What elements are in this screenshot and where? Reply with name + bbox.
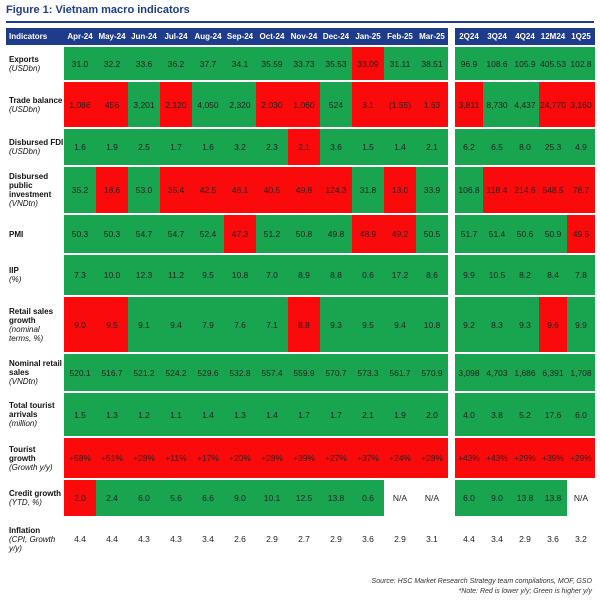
- period-value-cell: 105.9: [511, 47, 539, 80]
- header-separator: [448, 28, 455, 45]
- month-value-cell: 31.8: [352, 167, 384, 213]
- period-value-cell: 4,703: [483, 354, 511, 391]
- period-value-cell: 78.7: [567, 167, 595, 213]
- month-value-cell: 35.59: [256, 47, 288, 80]
- header-row: [6, 28, 595, 45]
- month-value-cell: 12.5: [288, 480, 320, 516]
- month-value-cell: 1.63: [416, 82, 448, 127]
- indicator-row: [6, 255, 595, 295]
- header-period: 4Q24: [511, 28, 539, 45]
- month-value-cell: 1.3: [224, 393, 256, 436]
- month-value-cell: 47.3: [224, 215, 256, 253]
- month-value-cell: 7.3: [64, 255, 96, 295]
- period-value-cell: 50.9: [539, 215, 567, 253]
- column-separator: [448, 129, 455, 165]
- month-value-cell: +28%: [416, 438, 448, 478]
- column-separator: [448, 297, 455, 352]
- header-month: Oct-24: [256, 28, 288, 45]
- indicator-row: [6, 129, 595, 165]
- month-value-cell: 54.7: [160, 215, 192, 253]
- header-period: 3Q24: [483, 28, 511, 45]
- month-value-cell: 49.8: [320, 215, 352, 253]
- header-period: 2Q24: [455, 28, 483, 45]
- header-month: Feb-25: [384, 28, 416, 45]
- month-value-cell: 1.5: [64, 393, 96, 436]
- month-value-cell: 9.5: [96, 297, 128, 352]
- month-value-cell: 4.3: [128, 518, 160, 560]
- indicator-label: [6, 297, 64, 352]
- period-value-cell: 96.9: [455, 47, 483, 80]
- header-month: Jul-24: [160, 28, 192, 45]
- month-value-cell: 37.7: [192, 47, 224, 80]
- month-value-cell: 1.7: [288, 393, 320, 436]
- month-value-cell: 3,201: [128, 82, 160, 127]
- month-value-cell: 456: [96, 82, 128, 127]
- indicator-unit: (CPI, Growth y/y): [9, 534, 56, 553]
- month-value-cell: 46.1: [224, 167, 256, 213]
- month-value-cell: 9.5: [192, 255, 224, 295]
- period-value-cell: 3.6: [539, 518, 567, 560]
- indicator-label: [6, 82, 64, 127]
- month-value-cell: 6.0: [128, 480, 160, 516]
- header-month: Jan-25: [352, 28, 384, 45]
- indicator-unit: (%): [9, 275, 22, 284]
- figure-title: Figure 1: Vietnam macro indicators: [6, 4, 190, 16]
- period-value-cell: 214.6: [511, 167, 539, 213]
- period-value-cell: 9.3: [511, 297, 539, 352]
- month-value-cell: 50.8: [288, 215, 320, 253]
- month-value-cell: 524.2: [160, 354, 192, 391]
- month-value-cell: 9.0: [64, 297, 96, 352]
- indicator-label: [6, 393, 64, 436]
- indicator-name: Nominal retail sales: [9, 359, 62, 377]
- period-value-cell: 4,437: [511, 82, 539, 127]
- period-value-cell: 3.4: [483, 518, 511, 560]
- month-value-cell: 1.6: [192, 129, 224, 165]
- month-value-cell: 1.7: [160, 129, 192, 165]
- month-value-cell: 2.3: [256, 129, 288, 165]
- month-value-cell: 35.53: [320, 47, 352, 80]
- month-value-cell: 4.4: [96, 518, 128, 560]
- month-value-cell: 38.51: [416, 47, 448, 80]
- month-value-cell: 34.1: [224, 47, 256, 80]
- month-value-cell: +11%: [160, 438, 192, 478]
- period-value-cell: 3,160: [567, 82, 595, 127]
- month-value-cell: 2.0: [64, 480, 96, 516]
- indicator-row: [6, 82, 595, 127]
- indicator-label: [6, 480, 64, 516]
- period-value-cell: 8,730: [483, 82, 511, 127]
- period-value-cell: 51.7: [455, 215, 483, 253]
- period-value-cell: 8.2: [511, 255, 539, 295]
- month-value-cell: 2.1: [288, 129, 320, 165]
- indicator-label: [6, 47, 64, 80]
- month-value-cell: 3.6: [320, 129, 352, 165]
- period-value-cell: 5.2: [511, 393, 539, 436]
- period-value-cell: 6.2: [455, 129, 483, 165]
- month-value-cell: 520.1: [64, 354, 96, 391]
- indicator-unit: (nominal terms, %): [9, 324, 44, 343]
- month-value-cell: +51%: [96, 438, 128, 478]
- period-value-cell: +43%: [455, 438, 483, 478]
- month-value-cell: 5.6: [160, 480, 192, 516]
- month-value-cell: 35.2: [64, 167, 96, 213]
- period-value-cell: 9.9: [455, 255, 483, 295]
- month-value-cell: 529.6: [192, 354, 224, 391]
- indicator-unit: (USDbn): [9, 147, 41, 156]
- indicator-label: [6, 255, 64, 295]
- month-value-cell: 13.8: [320, 480, 352, 516]
- month-value-cell: 8.9: [288, 255, 320, 295]
- month-value-cell: 3.6: [352, 518, 384, 560]
- indicator-label: [6, 518, 64, 560]
- month-value-cell: 1.5: [352, 129, 384, 165]
- period-value-cell: 3.8: [483, 393, 511, 436]
- period-value-cell: 9.9: [567, 297, 595, 352]
- month-value-cell: 52.4: [192, 215, 224, 253]
- month-value-cell: 1.6: [64, 129, 96, 165]
- indicator-label: [6, 438, 64, 478]
- period-value-cell: 50.6: [511, 215, 539, 253]
- indicator-row: [6, 215, 595, 253]
- indicator-label: [6, 167, 64, 213]
- period-value-cell: 108.6: [483, 47, 511, 80]
- month-value-cell: +17%: [192, 438, 224, 478]
- month-value-cell: 35.4: [160, 167, 192, 213]
- month-value-cell: 8.8: [320, 255, 352, 295]
- period-value-cell: 3,098: [455, 354, 483, 391]
- period-value-cell: 6.0: [567, 393, 595, 436]
- month-value-cell: 17.2: [384, 255, 416, 295]
- column-separator: [448, 480, 455, 516]
- month-value-cell: 570.9: [416, 354, 448, 391]
- month-value-cell: 1.9: [384, 393, 416, 436]
- indicator-name: Retail sales growth: [9, 306, 54, 325]
- month-value-cell: 3.1: [352, 82, 384, 127]
- period-value-cell: 4.9: [567, 129, 595, 165]
- month-value-cell: 31.11: [384, 47, 416, 80]
- period-value-cell: 6.5: [483, 129, 511, 165]
- indicator-label: [6, 354, 64, 391]
- header-month: Jun-24: [128, 28, 160, 45]
- month-value-cell: 11.2: [160, 255, 192, 295]
- month-value-cell: 1.4: [256, 393, 288, 436]
- month-value-cell: 570.7: [320, 354, 352, 391]
- month-value-cell: 573.3: [352, 354, 384, 391]
- source-note: Source: HSC Market Research Strategy team compilations, MOF, GSO: [371, 578, 592, 585]
- month-value-cell: 0.6: [352, 255, 384, 295]
- month-value-cell: 4.3: [160, 518, 192, 560]
- period-value-cell: 9.0: [483, 480, 511, 516]
- indicator-name: Disbursed public investment: [9, 172, 52, 199]
- month-value-cell: 2,120: [160, 82, 192, 127]
- indicator-name: Disbursed FDI: [9, 138, 64, 147]
- column-separator: [448, 47, 455, 80]
- period-value-cell: 13.8: [539, 480, 567, 516]
- month-value-cell: N/A: [416, 480, 448, 516]
- month-value-cell: 2.0: [416, 393, 448, 436]
- month-value-cell: 557.4: [256, 354, 288, 391]
- month-value-cell: 33.9: [416, 167, 448, 213]
- period-value-cell: 118.4: [483, 167, 511, 213]
- month-value-cell: 3.2: [224, 129, 256, 165]
- month-value-cell: 1,086: [64, 82, 96, 127]
- column-separator: [448, 354, 455, 391]
- month-value-cell: 48.9: [352, 215, 384, 253]
- month-value-cell: 12.3: [128, 255, 160, 295]
- period-value-cell: 8.3: [483, 297, 511, 352]
- month-value-cell: 13.0: [384, 167, 416, 213]
- period-value-cell: 548.5: [539, 167, 567, 213]
- month-value-cell: +39%: [288, 438, 320, 478]
- indicator-name: Credit growth: [9, 489, 61, 498]
- title-rule: [6, 21, 594, 23]
- month-value-cell: 33.09: [352, 47, 384, 80]
- period-value-cell: 3.2: [567, 518, 595, 560]
- period-value-cell: 3,811: [455, 82, 483, 127]
- indicator-row: [6, 438, 595, 478]
- month-value-cell: 2,030: [256, 82, 288, 127]
- month-value-cell: 2.1: [416, 129, 448, 165]
- month-value-cell: 1.2: [128, 393, 160, 436]
- month-value-cell: 2.9: [256, 518, 288, 560]
- column-separator: [448, 82, 455, 127]
- column-separator: [448, 255, 455, 295]
- indicator-name: Tourist growth: [9, 444, 36, 463]
- month-value-cell: 2.1: [352, 393, 384, 436]
- period-value-cell: N/A: [567, 480, 595, 516]
- month-value-cell: 7.6: [224, 297, 256, 352]
- month-value-cell: 559.9: [288, 354, 320, 391]
- period-value-cell: 6.0: [455, 480, 483, 516]
- period-value-cell: 4.4: [455, 518, 483, 560]
- month-value-cell: 7.9: [192, 297, 224, 352]
- month-value-cell: 3.4: [192, 518, 224, 560]
- month-value-cell: +24%: [384, 438, 416, 478]
- column-separator: [448, 438, 455, 478]
- header-month: Aug-24: [192, 28, 224, 45]
- macro-indicators-table: [6, 28, 595, 560]
- indicator-name: Inflation: [9, 525, 41, 535]
- header-period: 12M24: [539, 28, 567, 45]
- period-value-cell: 8.0: [511, 129, 539, 165]
- month-value-cell: 49.2: [384, 215, 416, 253]
- month-value-cell: 8.6: [416, 255, 448, 295]
- indicator-row: [6, 297, 595, 352]
- period-value-cell: 8.4: [539, 255, 567, 295]
- period-value-cell: 1,686: [511, 354, 539, 391]
- month-value-cell: 1,060: [288, 82, 320, 127]
- indicator-row: [6, 480, 595, 516]
- indicator-name: PMI: [9, 229, 24, 239]
- month-value-cell: 42.5: [192, 167, 224, 213]
- header-month: Nov-24: [288, 28, 320, 45]
- period-value-cell: 6,391: [539, 354, 567, 391]
- month-value-cell: 53.0: [128, 167, 160, 213]
- header-period: 1Q25: [567, 28, 595, 45]
- column-separator: [448, 215, 455, 253]
- header-indicators: Indicators: [6, 28, 64, 45]
- month-value-cell: 1.4: [192, 393, 224, 436]
- indicator-unit: (USDbn): [9, 104, 41, 114]
- month-value-cell: 6.6: [192, 480, 224, 516]
- month-value-cell: 33.6: [128, 47, 160, 80]
- period-value-cell: 2.9: [511, 518, 539, 560]
- month-value-cell: 7.1: [256, 297, 288, 352]
- indicator-label: [6, 215, 64, 253]
- indicator-unit: (Growth y/y): [9, 462, 53, 472]
- indicator-row: [6, 47, 595, 80]
- indicator-unit: (YTD, %): [9, 498, 42, 507]
- header-month: Sep-24: [224, 28, 256, 45]
- indicator-row: [6, 518, 595, 560]
- month-value-cell: 1.7: [320, 393, 352, 436]
- period-value-cell: +39%: [539, 438, 567, 478]
- month-value-cell: 2.6: [224, 518, 256, 560]
- period-value-cell: 9.6: [539, 297, 567, 352]
- month-value-cell: 32.2: [96, 47, 128, 80]
- indicator-name: Exports: [9, 54, 39, 64]
- indicator-row: [6, 354, 595, 391]
- month-value-cell: 532.8: [224, 354, 256, 391]
- month-value-cell: 521.2: [128, 354, 160, 391]
- period-value-cell: 13.8: [511, 480, 539, 516]
- indicator-unit: (VNDtn): [9, 199, 38, 208]
- month-value-cell: 10.1: [256, 480, 288, 516]
- month-value-cell: +20%: [224, 438, 256, 478]
- indicator-unit: (USDbn): [9, 63, 41, 73]
- month-value-cell: 9.4: [384, 297, 416, 352]
- month-value-cell: 124.3: [320, 167, 352, 213]
- period-value-cell: +29%: [511, 438, 539, 478]
- period-value-cell: 49.5: [567, 215, 595, 253]
- indicator-name: Trade balance: [9, 95, 63, 105]
- month-value-cell: 9.4: [160, 297, 192, 352]
- period-value-cell: 106.8: [455, 167, 483, 213]
- period-value-cell: +43%: [483, 438, 511, 478]
- month-value-cell: 10.8: [224, 255, 256, 295]
- period-value-cell: 405.53: [539, 47, 567, 80]
- period-value-cell: 17.6: [539, 393, 567, 436]
- month-value-cell: 4,050: [192, 82, 224, 127]
- month-value-cell: 0.6: [352, 480, 384, 516]
- month-value-cell: 10.8: [416, 297, 448, 352]
- month-value-cell: +58%: [64, 438, 96, 478]
- month-value-cell: 40.5: [256, 167, 288, 213]
- indicator-unit: (million): [9, 419, 37, 428]
- month-value-cell: 33.73: [288, 47, 320, 80]
- header-month: Dec-24: [320, 28, 352, 45]
- indicator-label: [6, 129, 64, 165]
- month-value-cell: +28%: [256, 438, 288, 478]
- month-value-cell: 1.4: [384, 129, 416, 165]
- month-value-cell: +37%: [352, 438, 384, 478]
- month-value-cell: 1.3: [96, 393, 128, 436]
- header-month: Mar-25: [416, 28, 448, 45]
- month-value-cell: 31.0: [64, 47, 96, 80]
- month-value-cell: 7.0: [256, 255, 288, 295]
- month-value-cell: 10.0: [96, 255, 128, 295]
- header-month: May-24: [96, 28, 128, 45]
- month-value-cell: 9.1: [128, 297, 160, 352]
- month-value-cell: 1.9: [96, 129, 128, 165]
- month-value-cell: N/A: [384, 480, 416, 516]
- indicator-row: [6, 393, 595, 436]
- indicator-name: IIP: [9, 266, 19, 275]
- month-value-cell: 50.3: [96, 215, 128, 253]
- month-value-cell: 1.1: [160, 393, 192, 436]
- month-value-cell: 49.8: [288, 167, 320, 213]
- month-value-cell: 2,320: [224, 82, 256, 127]
- indicator-name: Total tourist arrivals: [9, 401, 55, 419]
- indicator-row: [6, 167, 595, 213]
- month-value-cell: 2.4: [96, 480, 128, 516]
- period-value-cell: 102.8: [567, 47, 595, 80]
- header-month: Apr-24: [64, 28, 96, 45]
- month-value-cell: 9.0: [224, 480, 256, 516]
- month-value-cell: 8.8: [288, 297, 320, 352]
- month-value-cell: 9.5: [352, 297, 384, 352]
- period-value-cell: 4.0: [455, 393, 483, 436]
- indicator-unit: (VNDtn): [9, 377, 38, 386]
- period-value-cell: 10.5: [483, 255, 511, 295]
- month-value-cell: (1.55): [384, 82, 416, 127]
- period-value-cell: 51.4: [483, 215, 511, 253]
- month-value-cell: 36.2: [160, 47, 192, 80]
- month-value-cell: 51.2: [256, 215, 288, 253]
- column-separator: [448, 393, 455, 436]
- month-value-cell: 54.7: [128, 215, 160, 253]
- month-value-cell: 2.9: [320, 518, 352, 560]
- column-separator: [448, 518, 455, 560]
- month-value-cell: 4.4: [64, 518, 96, 560]
- period-value-cell: 9.2: [455, 297, 483, 352]
- month-value-cell: 524: [320, 82, 352, 127]
- color-note: *Note: Red is lower y/y; Green is higher y/y: [458, 588, 592, 595]
- column-separator: [448, 167, 455, 213]
- period-value-cell: 25.3: [539, 129, 567, 165]
- month-value-cell: 2.7: [288, 518, 320, 560]
- month-value-cell: 50.3: [64, 215, 96, 253]
- month-value-cell: 516.7: [96, 354, 128, 391]
- month-value-cell: 2.9: [384, 518, 416, 560]
- month-value-cell: 18.6: [96, 167, 128, 213]
- period-value-cell: 7.8: [567, 255, 595, 295]
- month-value-cell: 561.7: [384, 354, 416, 391]
- month-value-cell: 3.1: [416, 518, 448, 560]
- month-value-cell: +28%: [128, 438, 160, 478]
- month-value-cell: 2.5: [128, 129, 160, 165]
- period-value-cell: +29%: [567, 438, 595, 478]
- period-value-cell: 1,708: [567, 354, 595, 391]
- month-value-cell: 9.3: [320, 297, 352, 352]
- month-value-cell: +27%: [320, 438, 352, 478]
- period-value-cell: 24,770: [539, 82, 567, 127]
- month-value-cell: 50.5: [416, 215, 448, 253]
